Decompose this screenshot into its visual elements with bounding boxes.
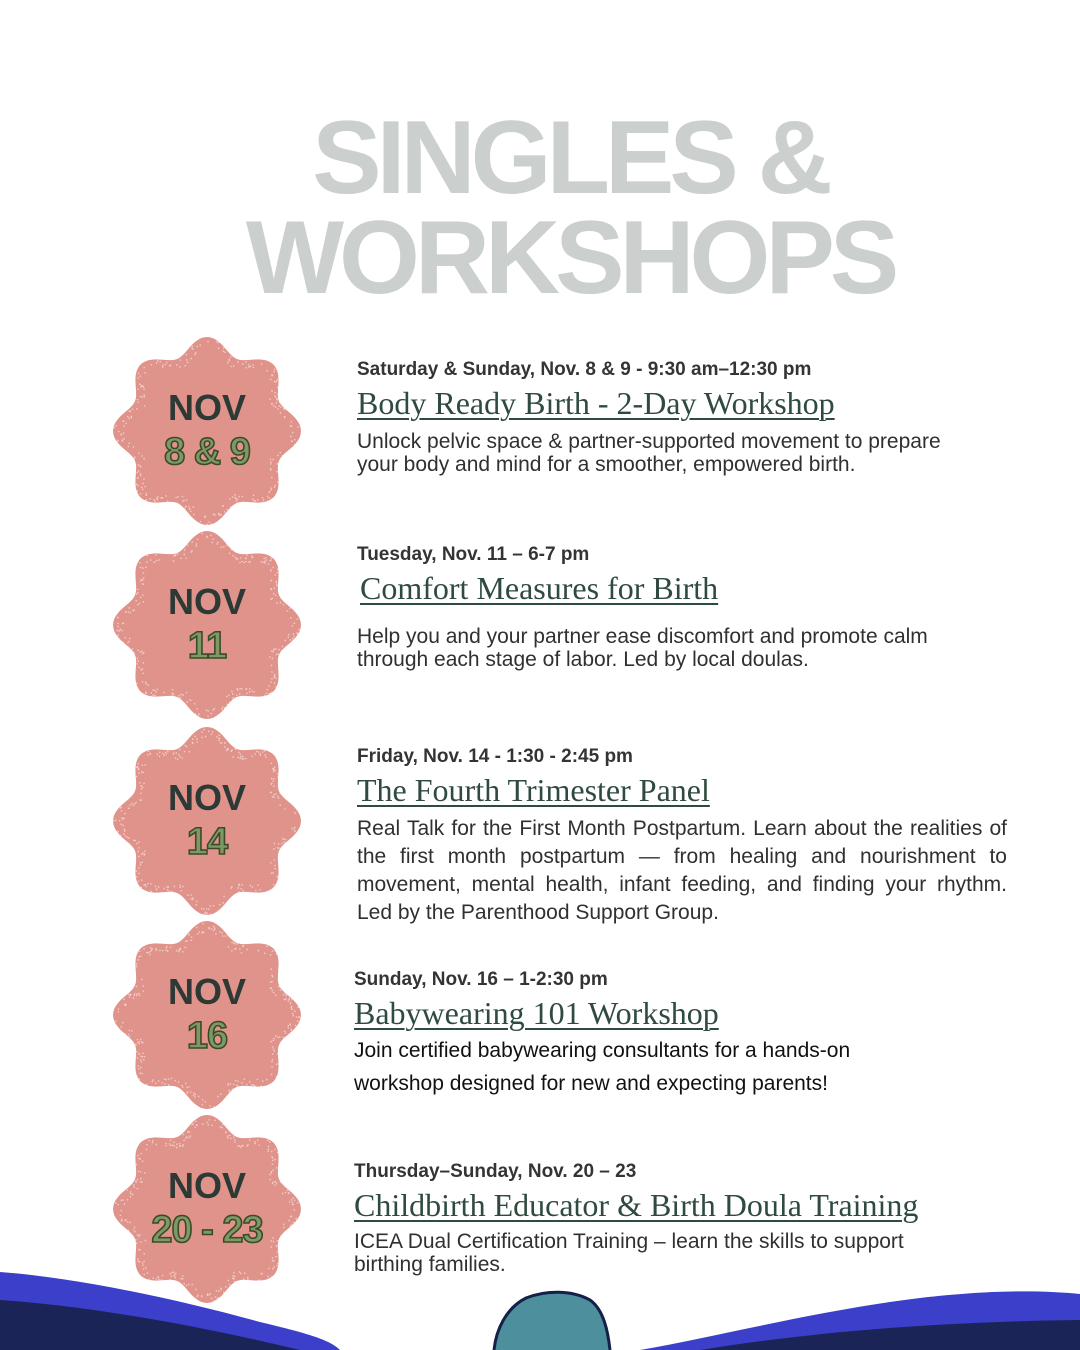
badge-day: 8 & 9 <box>164 431 250 473</box>
date-badge <box>110 528 304 722</box>
date-badge <box>110 918 304 1112</box>
event-date: Sunday, Nov. 16 – 1-2:30 pm <box>354 969 608 990</box>
page-title-line-1: SINGLES & <box>312 100 828 216</box>
date-badge <box>110 334 304 528</box>
event-item <box>357 358 1007 476</box>
event-item <box>354 1160 1004 1276</box>
page-title <box>0 100 1080 316</box>
decorative-wave-border <box>0 1270 1080 1350</box>
date-badge <box>110 724 304 918</box>
event-date: Thursday–Sunday, Nov. 20 – 23 <box>354 1161 637 1182</box>
page-title-line-2: WORKSHOPS <box>245 200 895 316</box>
event-description: ICEA Dual Certification Training – learn the skills to support birthing families. <box>354 1230 904 1276</box>
badge-month: NOV <box>167 581 246 622</box>
event-date: Tuesday, Nov. 11 – 6-7 pm <box>357 544 590 565</box>
badge-day: 11 <box>187 625 227 667</box>
badge-day: 14 <box>186 821 228 863</box>
event-title-link[interactable]: Babywearing 101 Workshop <box>354 995 719 1031</box>
event-title-link[interactable]: Body Ready Birth - 2-Day Workshop <box>357 385 835 421</box>
event-item <box>357 745 1007 927</box>
event-date: Saturday & Sunday, Nov. 8 & 9 - 9:30 am–12:30 pm <box>357 359 812 380</box>
badge-month: NOV <box>167 1165 246 1206</box>
event-description: Join certified babywearing consultants for a hands-on workshop designed for new and expecting parents! <box>354 1039 851 1095</box>
event-item <box>354 968 1004 1100</box>
event-title-link[interactable]: Comfort Measures for Birth <box>360 570 719 606</box>
event-date: Friday, Nov. 14 - 1:30 - 2:45 pm <box>357 746 633 767</box>
event-description: Unlock pelvic space & partner-supported movement to prepare your body and mind for a smoother, empowered birth. <box>357 430 941 476</box>
badge-day: 20 - 23 <box>151 1209 263 1251</box>
event-description: Real Talk for the First Month Postpartum. Learn about the realities of the first month postpartum — from healing and nourishment to movement, mental health, infant feeding, and finding your rhythm. Led by the Parenthood Support Group. <box>357 817 1007 924</box>
badge-month: NOV <box>167 971 246 1012</box>
badge-day: 16 <box>186 1015 228 1057</box>
event-title-link[interactable]: Childbirth Educator & Birth Doula Training <box>354 1187 919 1223</box>
event-item <box>357 543 1007 671</box>
event-title-link[interactable]: The Fourth Trimester Panel <box>357 772 710 808</box>
badge-month: NOV <box>167 777 246 818</box>
badge-month: NOV <box>167 387 246 428</box>
event-description: Help you and your partner ease discomfort and promote calm through each stage of labor. Led by local doulas. <box>357 625 928 671</box>
